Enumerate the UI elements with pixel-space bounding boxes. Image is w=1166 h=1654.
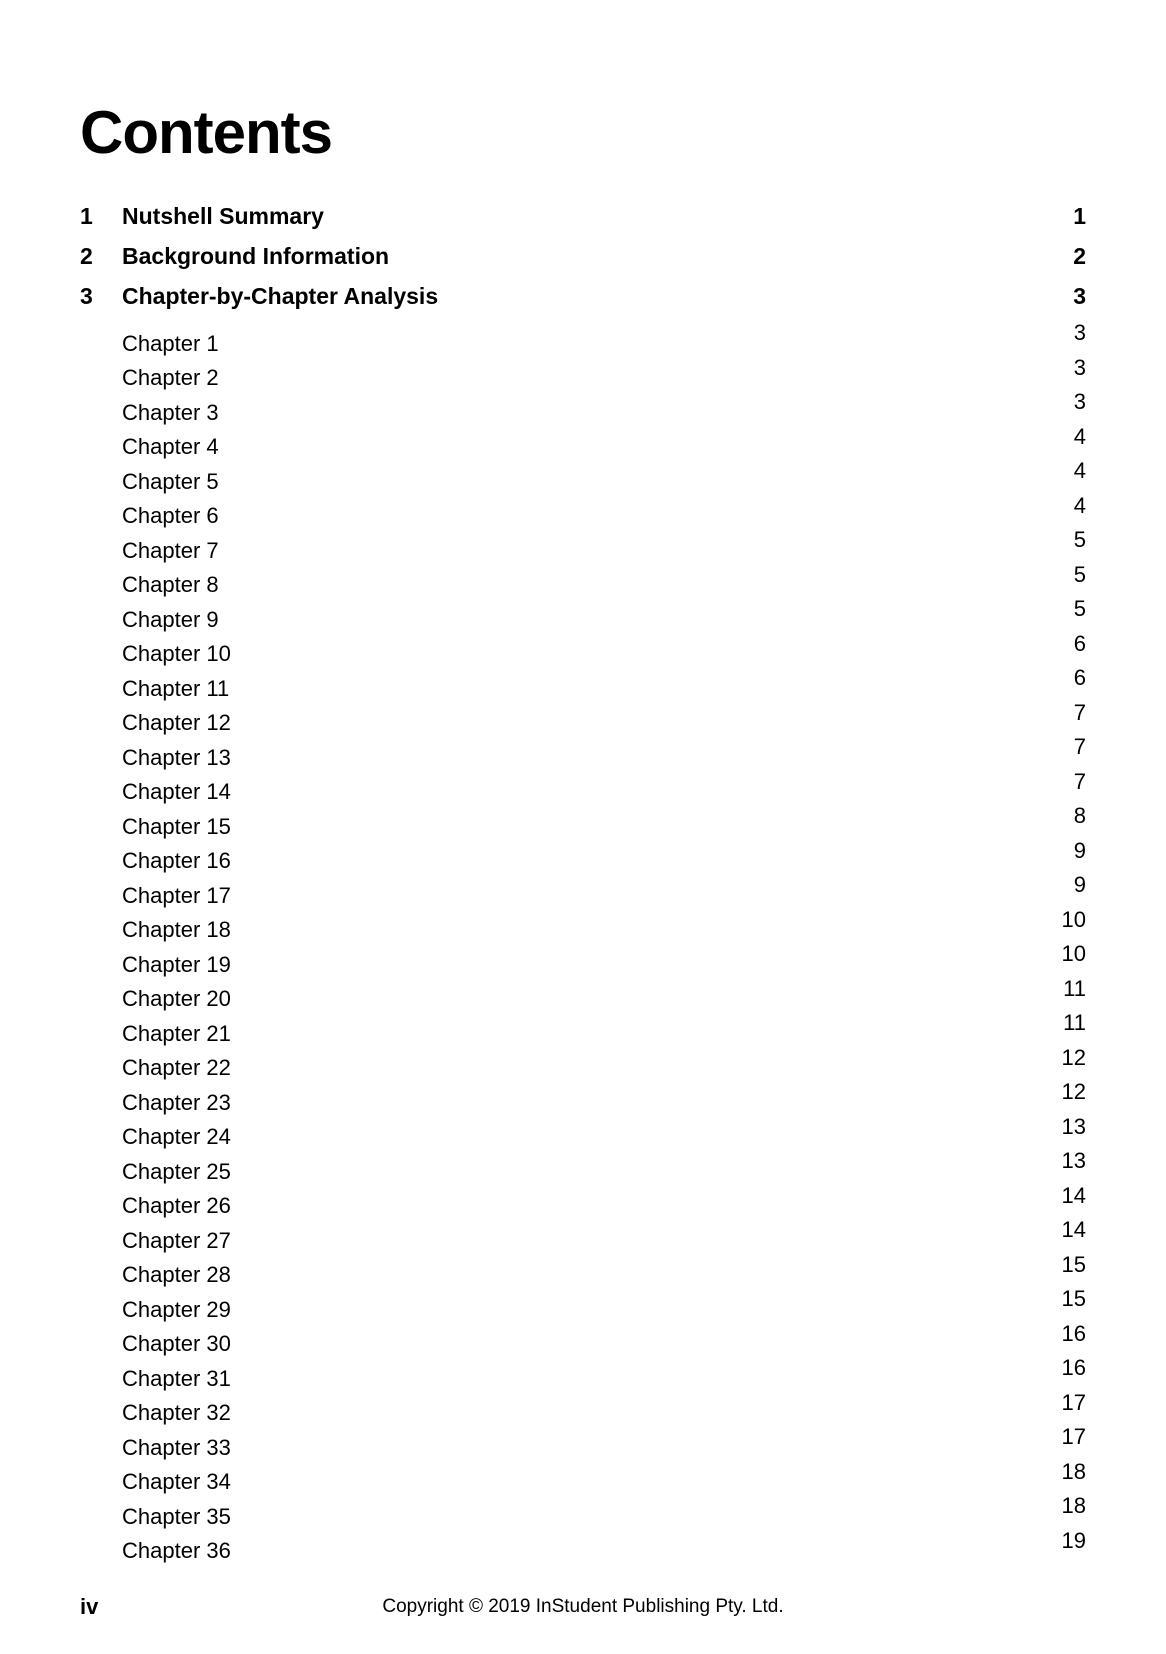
dot-leader [250,1489,1042,1524]
toc-chapter-row[interactable] [80,937,1086,977]
chapter-page-number: 6 [1073,665,1086,690]
chapter-page-number: 4 [1073,458,1086,483]
chapter-page-number: 10 [1061,941,1086,966]
chapter-page-number: 14 [1061,1217,1086,1242]
toc-chapter-row[interactable] [80,972,1086,1011]
dot-leader [250,351,1042,386]
dot-leader [250,523,1042,558]
dot-leader [250,1179,1042,1214]
toc-chapter-row[interactable] [80,1075,1086,1115]
chapter-page-number: 6 [1073,630,1086,656]
toc-chapter-row[interactable] [80,661,1086,701]
toc-chapter-row[interactable] [80,1248,1086,1287]
chapter-page-number: 9 [1073,837,1086,863]
chapter-title: Chapter 5 [122,468,219,494]
dot-leader [250,661,1042,696]
chapter-title: Chapter 22 [122,1055,231,1080]
dot-leader [250,1420,1042,1455]
chapter-page-number: 19 [1061,1527,1086,1553]
dot-leader [250,1144,1042,1179]
dot-leader [250,558,1042,593]
chapter-title: Chapter 15 [122,813,231,839]
chapter-page-number: 7 [1073,699,1086,725]
chapter-title: Chapter 20 [122,986,231,1011]
toc-chapter-row[interactable] [80,834,1086,873]
chapter-title: Chapter 11 [122,675,230,701]
chapter-page-number: 5 [1073,527,1086,552]
toc-chapter-row[interactable] [80,316,1086,356]
chapter-page-number: 13 [1061,1113,1086,1139]
section-title: Nutshell Summary [122,203,324,229]
toc-chapter-row[interactable] [80,765,1086,804]
chapter-page-number: 5 [1073,561,1086,587]
dot-leader [250,1524,1042,1559]
chapter-page-number: 8 [1073,803,1086,828]
chapter-page-number: 9 [1073,872,1086,897]
dot-leader [250,1075,1042,1110]
chapter-title: Chapter 10 [122,641,231,666]
dot-leader [250,1041,1042,1076]
table-of-contents [80,196,1086,1563]
toc-section-row[interactable] [80,196,1086,236]
chapter-page-number: 15 [1061,1286,1086,1311]
toc-chapter-row[interactable] [80,1489,1086,1529]
chapter-title: Chapter 36 [122,1538,231,1563]
footer-copyright: Copyright © 2019 InStudent Publishing Pty. Ltd. [382,1596,784,1617]
toc-chapter-row[interactable] [80,420,1086,459]
chapter-list [80,316,1086,1563]
dot-leader [250,799,1042,834]
chapter-title: Chapter 32 [122,1400,231,1425]
chapter-title: Chapter 21 [122,1020,231,1046]
toc-chapter-row[interactable] [80,489,1086,528]
chapter-page-number: 15 [1061,1251,1086,1277]
toc-chapter-row[interactable] [80,799,1086,839]
chapter-title: Chapter 29 [122,1296,231,1322]
chapter-page-number: 16 [1061,1320,1086,1346]
dot-leader [250,730,1042,765]
toc-chapter-row[interactable] [80,1282,1086,1322]
section-list [80,196,1086,316]
toc-chapter-row[interactable] [80,385,1086,425]
chapter-page-number: 3 [1073,389,1086,414]
toc-chapter-row[interactable] [80,868,1086,908]
dot-leader [250,316,1042,351]
dot-leader [250,1317,1042,1352]
section-title: Chapter-by-Chapter Analysis [122,283,439,309]
chapter-title: Chapter 31 [122,1365,231,1391]
chapter-page-number: 7 [1073,768,1086,794]
chapter-title: Chapter 34 [122,1469,231,1494]
dot-leader [250,696,1042,731]
dot-leader [250,385,1042,420]
toc-chapter-row[interactable] [80,696,1086,735]
footer-page-number: iv [80,1594,99,1619]
section-number: 3 [80,283,93,309]
toc-chapter-row[interactable] [80,1420,1086,1460]
chapter-page-number: 4 [1073,423,1086,449]
chapter-title: Chapter 1 [122,330,219,356]
dot-leader [250,1213,1042,1248]
toc-chapter-row[interactable] [80,558,1086,597]
chapter-title: Chapter 18 [122,917,231,942]
chapter-title: Chapter 6 [122,503,219,528]
dot-leader [250,1110,1042,1145]
dot-leader [250,592,1042,627]
chapter-title: Chapter 27 [122,1227,231,1253]
toc-chapter-row[interactable] [80,627,1086,666]
chapter-title: Chapter 28 [122,1262,231,1287]
section-page-number: 1 [1073,203,1086,229]
chapter-page-number: 17 [1061,1389,1086,1415]
section-page-number: 3 [1073,283,1086,309]
toc-chapter-row[interactable] [80,903,1086,942]
toc-chapter-row[interactable] [80,1455,1086,1494]
toc-chapter-row[interactable] [80,1213,1086,1253]
chapter-title: Chapter 3 [122,399,219,425]
toc-chapter-row[interactable] [80,1144,1086,1184]
toc-chapter-row[interactable] [80,1041,1086,1080]
chapter-title: Chapter 9 [122,606,219,632]
page-title: Contents [80,99,332,166]
chapter-title: Chapter 19 [122,951,231,977]
chapter-title: Chapter 25 [122,1158,231,1184]
toc-chapter-row[interactable] [80,1317,1086,1356]
dot-leader [250,937,1042,972]
dot-leader [250,972,1042,1007]
chapter-page-number: 10 [1061,906,1086,932]
toc-chapter-row[interactable] [80,1179,1086,1218]
toc-chapter-row[interactable] [80,351,1086,390]
toc-chapter-row[interactable] [80,592,1086,632]
section-title: Background Information [122,243,390,269]
dot-leader [250,1455,1042,1490]
chapter-page-number: 14 [1061,1182,1086,1208]
chapter-page-number: 18 [1061,1458,1086,1484]
chapter-page-number: 3 [1073,354,1086,380]
chapter-title: Chapter 26 [122,1193,231,1218]
dot-leader [250,420,1042,455]
dot-leader [250,1248,1042,1283]
chapter-page-number: 4 [1073,492,1086,518]
chapter-page-number: 13 [1061,1148,1086,1173]
toc-chapter-row[interactable] [80,1351,1086,1391]
chapter-title: Chapter 12 [122,710,231,735]
section-page-number: 2 [1073,243,1086,269]
chapter-page-number: 16 [1061,1355,1086,1380]
chapter-title: Chapter 16 [122,848,231,873]
section-number: 2 [80,243,93,269]
section-number: 1 [80,203,93,229]
chapter-page-number: 12 [1061,1044,1086,1070]
chapter-title: Chapter 7 [122,537,219,563]
dot-leader [250,1282,1042,1317]
chapter-page-number: 18 [1061,1493,1086,1518]
chapter-title: Chapter 17 [122,882,231,908]
chapter-title: Chapter 30 [122,1331,231,1356]
toc-chapter-row[interactable] [80,454,1086,494]
chapter-title: Chapter 13 [122,744,231,770]
dot-leader [250,1351,1042,1386]
toc-section-row[interactable] [80,236,1086,276]
chapter-title: Chapter 2 [122,365,219,390]
chapter-page-number: 17 [1061,1424,1086,1449]
toc-chapter-row[interactable] [80,523,1086,563]
chapter-title: Chapter 8 [122,572,219,597]
chapter-page-number: 12 [1061,1079,1086,1104]
dot-leader [250,868,1042,903]
chapter-page-number: 5 [1073,596,1086,621]
chapter-page-number: 11 [1063,975,1086,1001]
dot-leader [250,903,1042,938]
toc-chapter-row[interactable] [80,1386,1086,1425]
toc-section-row[interactable] [80,276,1086,316]
dot-leader [250,627,1042,662]
dot-leader [250,489,1042,524]
dot-leader [250,1386,1042,1421]
chapter-title: Chapter 24 [122,1124,231,1149]
chapter-title: Chapter 23 [122,1089,231,1115]
dot-leader [250,765,1042,800]
chapter-title: Chapter 33 [122,1434,231,1460]
chapter-title: Chapter 4 [122,434,219,459]
chapter-page-number: 3 [1073,320,1086,345]
dot-leader [250,834,1042,869]
chapter-page-number: 7 [1073,734,1086,759]
dot-leader [250,454,1042,489]
chapter-page-number: 11 [1063,1010,1086,1035]
toc-chapter-row[interactable] [80,730,1086,770]
chapter-title: Chapter 35 [122,1503,231,1529]
toc-chapter-row[interactable] [80,1006,1086,1046]
chapter-title: Chapter 14 [122,779,231,804]
toc-chapter-row[interactable] [80,1110,1086,1149]
toc-chapter-row[interactable] [80,1524,1086,1563]
dot-leader [250,1006,1042,1041]
